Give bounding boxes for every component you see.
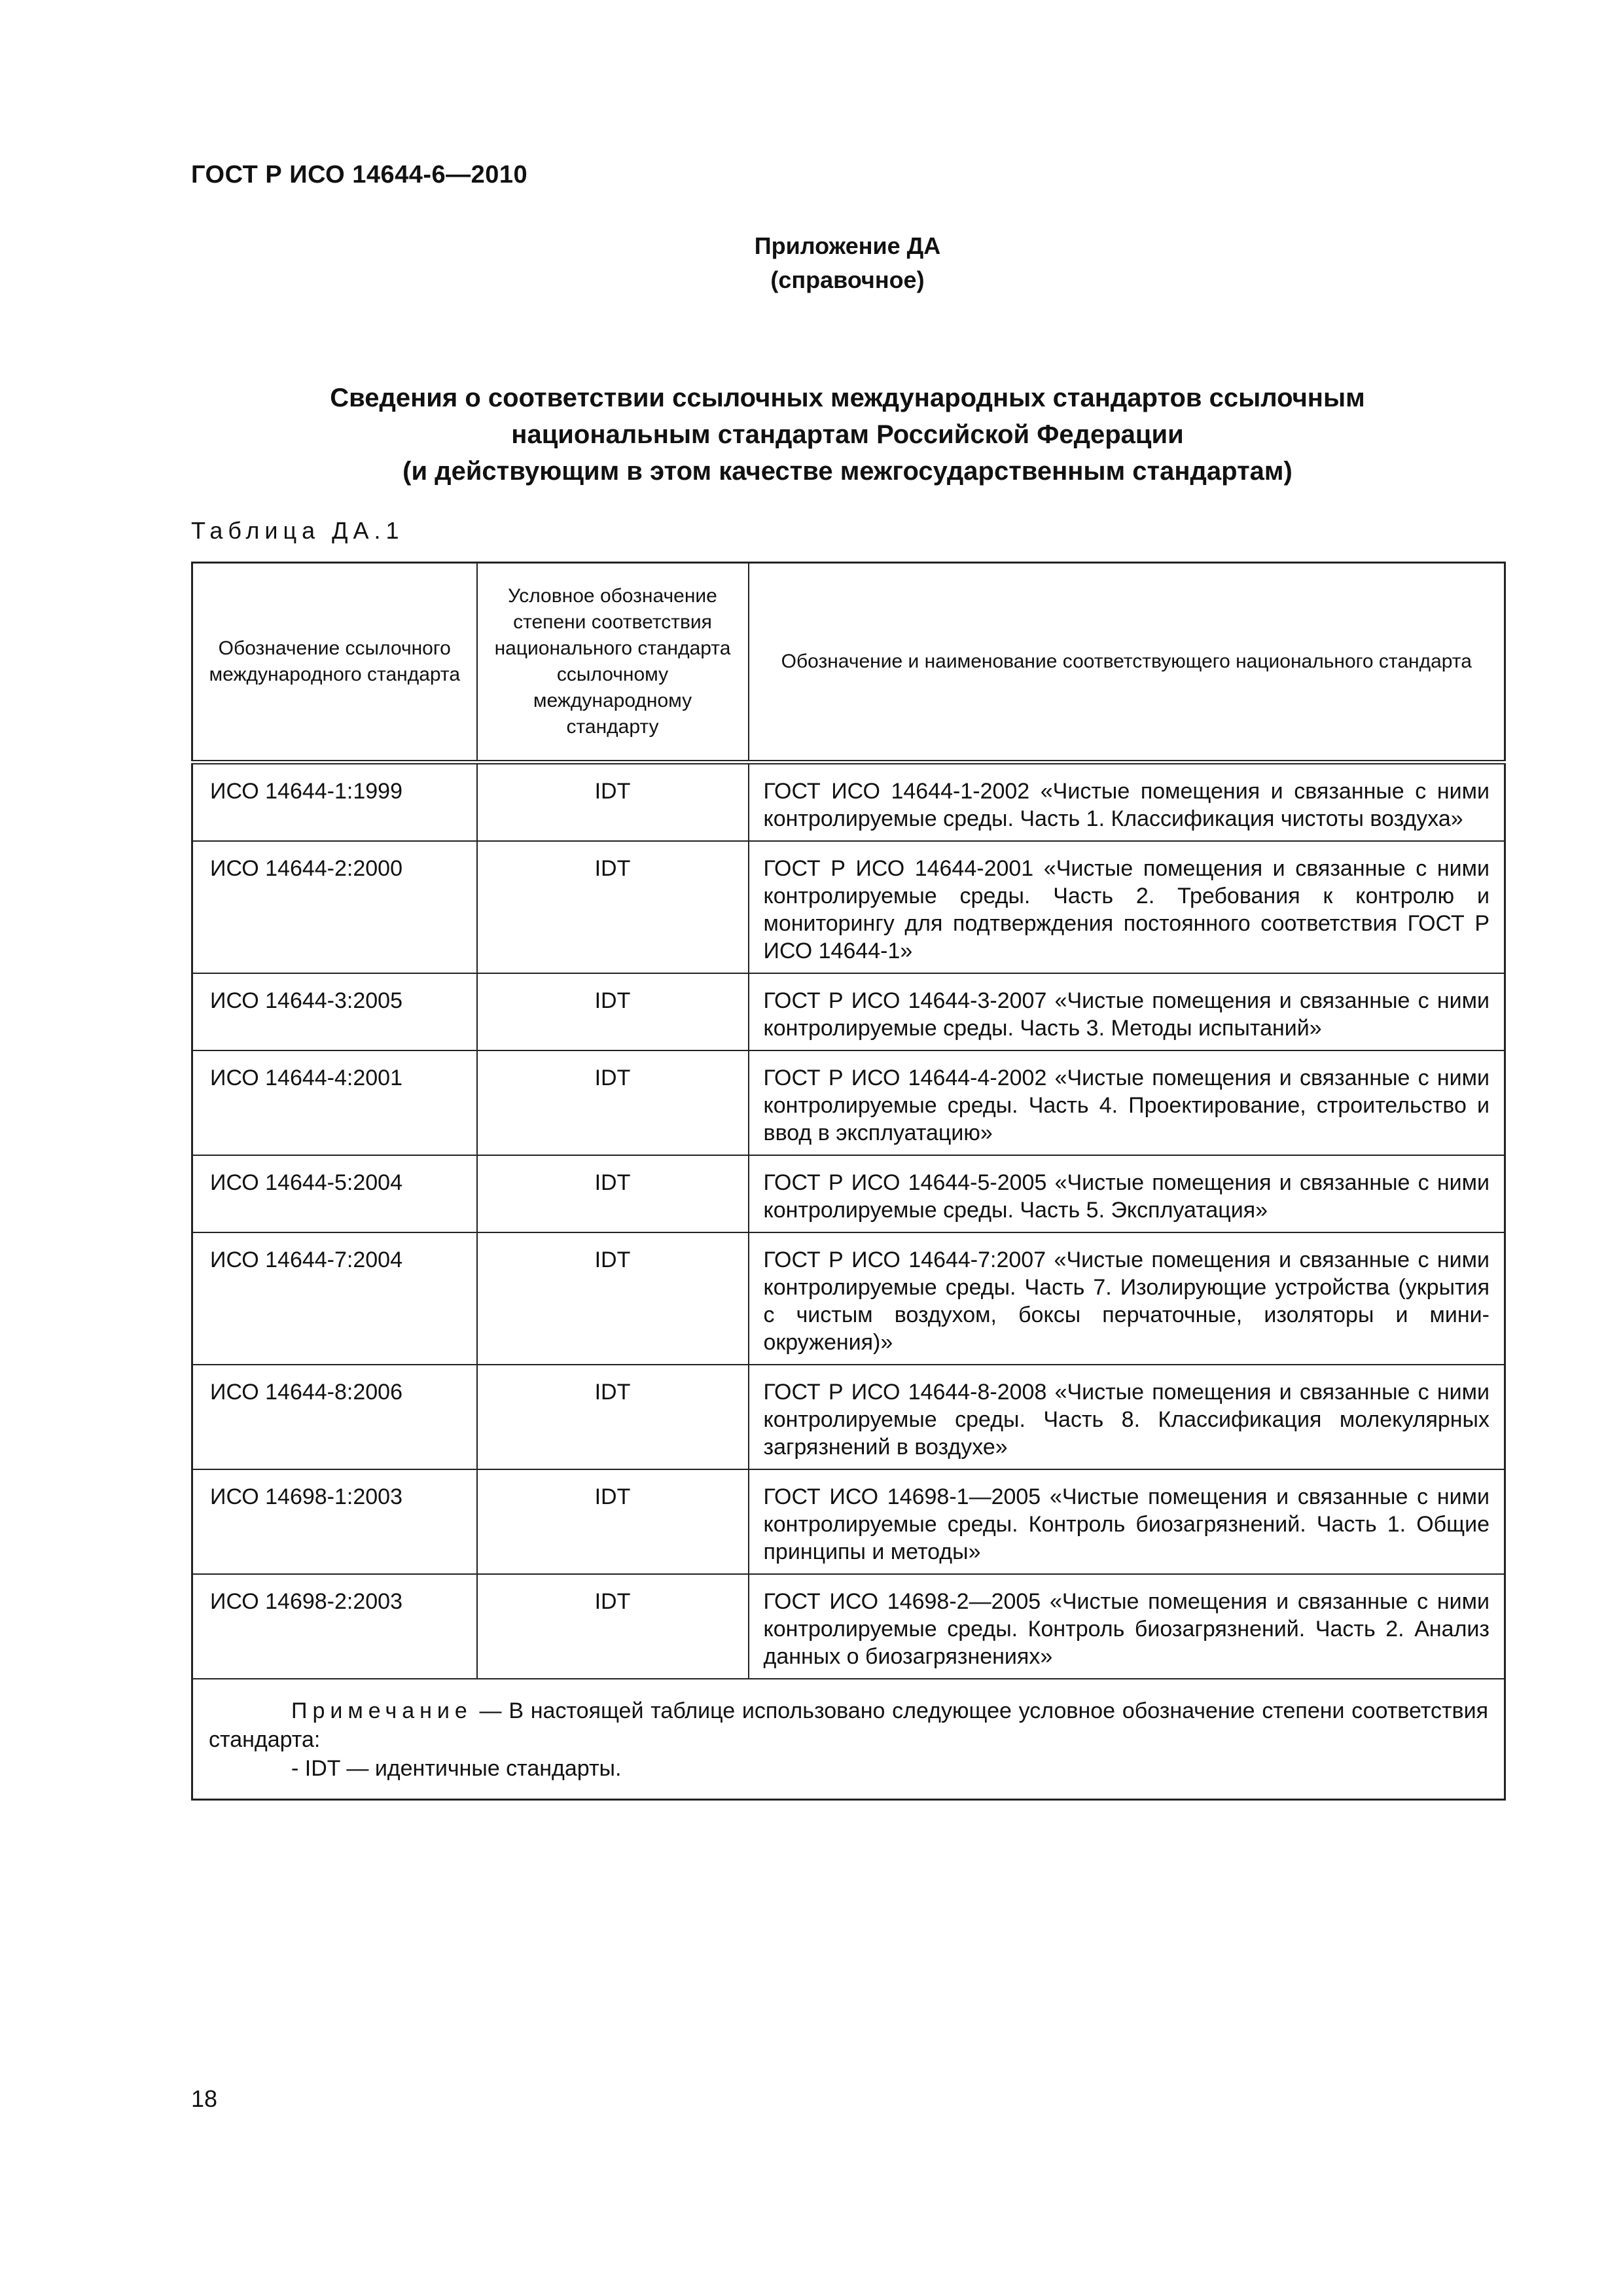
- cell-national-standard: ГОСТ Р ИСО 14644-4-2002 «Чистые помещения и связанные с ними контролируемые среды. Часть 4. Проектирование, строительство и ввод в эксплуатацию»: [749, 1050, 1505, 1155]
- cell-national-standard: ГОСТ ИСО 14698-1—2005 «Чистые помещения и связанные с ними контролируемые среды. Контроль биозагрязнений. Часть 1. Общие принципы и методы»: [749, 1469, 1505, 1574]
- cell-intl-standard: ИСО 14644-8:2006: [192, 1365, 477, 1469]
- header-degree-of-correspondence: Условное обозначение степени соответствия национального стандарта ссылочному международному стандарту: [477, 563, 749, 762]
- table-row: [192, 1574, 1505, 1679]
- cell-intl-standard: ИСО 14644-3:2005: [192, 973, 477, 1050]
- note-text-line: [209, 1696, 1488, 1754]
- main-title-line-3: (и действующим в этом качестве межгосударственным стандартам): [402, 457, 1293, 486]
- cell-intl-standard: ИСО 14644-2:2000: [192, 841, 477, 973]
- table-row: [192, 1365, 1505, 1469]
- cell-national-standard: ГОСТ ИСО 14644-1-2002 «Чистые помещения и связанные с ними контролируемые среды. Часть 1. Классификация чистоты воздуха»: [749, 762, 1505, 842]
- cell-degree: IDT: [477, 973, 749, 1050]
- note-lead: Примечание: [291, 1698, 473, 1723]
- main-title-line-1: Сведения о соответствии ссылочных международных стандартов ссылочным: [330, 384, 1365, 412]
- document-code: ГОСТ Р ИСО 14644-6—2010: [191, 161, 528, 188]
- header-national-standard: Обозначение и наименование соответствующего национального стандарта: [749, 563, 1505, 762]
- table-header-row: [192, 563, 1505, 762]
- cell-degree: IDT: [477, 1232, 749, 1365]
- cell-intl-standard: ИСО 14644-4:2001: [192, 1050, 477, 1155]
- table-label: Таблица ДА.1: [191, 517, 404, 544]
- table-row: [192, 762, 1505, 842]
- note-item: - IDT — идентичные стандарты.: [291, 1756, 622, 1781]
- table-row: [192, 1232, 1505, 1365]
- cell-national-standard: ГОСТ Р ИСО 14644-2001 «Чистые помещения и связанные с ними контролируемые среды. Часть 2. Требования к контролю и мониторингу для подтверждения постоянного соответствия ГОСТ Р ИСО 14644-1»: [749, 841, 1505, 973]
- cell-degree: IDT: [477, 1365, 749, 1469]
- cell-intl-standard: ИСО 14698-2:2003: [192, 1574, 477, 1679]
- cell-national-standard: ГОСТ Р ИСО 14644-8-2008 «Чистые помещения и связанные с ними контролируемые среды. Часть 8. Классификация молекулярных загрязнений в воздухе»: [749, 1365, 1505, 1469]
- table-row: [192, 1155, 1505, 1232]
- cell-intl-standard: ИСО 14644-5:2004: [192, 1155, 477, 1232]
- cell-degree: IDT: [477, 841, 749, 973]
- cell-national-standard: ГОСТ Р ИСО 14644-7:2007 «Чистые помещения и связанные с ними контролируемые среды. Часть 7. Изолирующие устройства (укрытия с чистым воздухом, боксы перчаточные, изоляторы и мини-окружения)»: [749, 1232, 1505, 1365]
- cell-degree: IDT: [477, 1574, 749, 1679]
- page-number: 18: [191, 2085, 218, 2112]
- main-title: [191, 380, 1504, 490]
- table-row: [192, 1469, 1505, 1574]
- table-row: [192, 841, 1505, 973]
- cell-intl-standard: ИСО 14644-7:2004: [192, 1232, 477, 1365]
- main-title-line-2: национальным стандартам Российской Федерации: [511, 420, 1184, 449]
- correspondence-table: [191, 562, 1506, 1801]
- cell-national-standard: ГОСТ Р ИСО 14644-5-2005 «Чистые помещения и связанные с ними контролируемые среды. Часть 5. Эксплуатация»: [749, 1155, 1505, 1232]
- annex-subtitle: (справочное): [770, 266, 925, 293]
- cell-intl-standard: ИСО 14698-1:2003: [192, 1469, 477, 1574]
- header-intl-standard: Обозначение ссылочного международного стандарта: [192, 563, 477, 762]
- cell-intl-standard: ИСО 14644-1:1999: [192, 762, 477, 842]
- cell-degree: IDT: [477, 1050, 749, 1155]
- note-text: — В настоящей таблице использовано следующее условное обозначение степени соответствия стандарта:: [209, 1698, 1488, 1752]
- cell-degree: IDT: [477, 762, 749, 842]
- correspondence-table-container: [191, 562, 1504, 1801]
- table-row: [192, 1050, 1505, 1155]
- table-note: [192, 1679, 1505, 1800]
- annex-title: Приложение ДА: [754, 232, 941, 259]
- cell-national-standard: ГОСТ ИСО 14698-2—2005 «Чистые помещения и связанные с ними контролируемые среды. Контроль биозагрязнений. Часть 2. Анализ данных о биозагрязнениях»: [749, 1574, 1505, 1679]
- table-note-row: [192, 1679, 1505, 1800]
- annex-heading: [191, 229, 1504, 297]
- cell-degree: IDT: [477, 1469, 749, 1574]
- cell-national-standard: ГОСТ Р ИСО 14644-3-2007 «Чистые помещения и связанные с ними контролируемые среды. Часть 3. Методы испытаний»: [749, 973, 1505, 1050]
- table-row: [192, 973, 1505, 1050]
- cell-degree: IDT: [477, 1155, 749, 1232]
